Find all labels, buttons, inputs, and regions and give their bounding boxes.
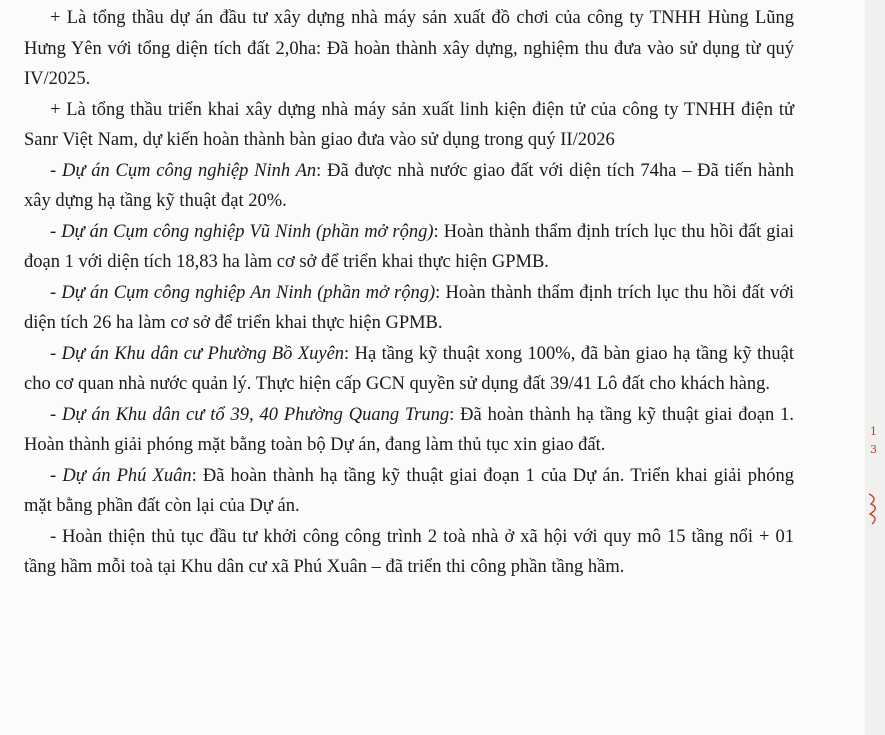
project-name: Dự án Cụm công nghiệp Vũ Ninh (phần mở rộng) <box>61 221 434 242</box>
paragraph-prefix: - <box>50 343 62 364</box>
project-name: Dự án Khu dân cư Phường Bồ Xuyên <box>61 343 345 364</box>
paragraph-bo-xuyen <box>24 339 794 400</box>
paragraph-sanr-factory <box>24 95 794 156</box>
paragraph-prefix: - <box>50 465 63 486</box>
paragraph-vu-ninh <box>24 217 794 278</box>
paragraph-text: - Hoàn thiện thủ tục đầu tư khởi công công trình 2 toà nhà ở xã hội với quy mô 15 tầng nổi + 01 tầng hầm mỗi toà tại Khu dân cư xã Phú Xuân – đã triển thi công phần tầng hầm. <box>24 526 794 577</box>
project-name: Dự án Phú Xuân <box>62 465 192 486</box>
paragraph-phu-xuan <box>24 461 794 522</box>
paragraph-social-housing <box>24 522 794 583</box>
paragraph-text: : Đã được nhà nước giao đất với diện tích 74ha – Đã tiến hành xây dựng hạ tầng kỹ thuật đạt 20%. <box>24 160 794 211</box>
margin-annotation: 1 <box>870 425 877 438</box>
paragraph-text: + Là tổng thầu dự án đầu tư xây dựng nhà máy sản xuất đồ chơi của công ty TNHH Hùng Lũng Hưng Yên với tổng diện tích đất 2,0ha: Đã hoàn thành xây dựng, nghiệm thu đưa vào sử dụng từ quý IV/2025. <box>24 8 794 89</box>
document-body <box>24 3 794 583</box>
margin-annotation: 3 <box>870 443 877 456</box>
paragraph-text: : Hoàn thành thẩm định trích lục thu hồi đất với diện tích 26 ha làm cơ sở để triển khai thực hiện GPMB. <box>24 282 794 333</box>
paragraph-text: + Là tổng thầu triển khai xây dựng nhà máy sản xuất linh kiện điện tử của công ty TNHH điện tử Sanr Việt Nam, dự kiến hoàn thành bàn giao đưa vào sử dụng trong quý II/2026 <box>24 99 794 150</box>
paragraph-prefix: - <box>50 404 63 425</box>
paragraph-text: : Hạ tầng kỹ thuật xong 100%, đã bàn giao hạ tầng kỹ thuật cho cơ quan nhà nước quản lý. Thực hiện cấp GCN quyền sử dụng đất 39/41 Lô đất cho khách hàng. <box>24 343 794 394</box>
paragraph-text: : Đã hoàn thành hạ tầng kỹ thuật giai đoạn 1. Hoàn thành giải phóng mặt bằng toàn bộ Dự án, đang làm thủ tục xin giao đất. <box>24 404 794 455</box>
handwritten-mark-icon <box>866 490 884 530</box>
paragraph-text: : Hoàn thành thẩm định trích lục thu hồi đất giai đoạn 1 với diện tích 18,83 ha làm cơ sở để triển khai thực hiện GPMB. <box>24 221 794 272</box>
paragraph-prefix: - <box>50 282 62 303</box>
page-margin <box>865 0 885 735</box>
paragraph-toy-factory <box>24 3 794 95</box>
paragraph-quang-trung <box>24 400 794 461</box>
project-name: Dự án Cụm công nghiệp An Ninh (phần mở rộng) <box>61 282 436 303</box>
paragraph-prefix: - <box>50 160 62 181</box>
project-name: Dự án Khu dân cư tổ 39, 40 Phường Quang Trung <box>62 404 450 425</box>
paragraph-prefix: - <box>50 221 62 242</box>
paragraph-an-ninh <box>24 278 794 339</box>
project-name: Dự án Cụm công nghiệp Ninh An <box>61 160 317 181</box>
paragraph-text: : Đã hoàn thành hạ tầng kỹ thuật giai đoạn 1 của Dự án. Triển khai giải phóng mặt bằng phần đất còn lại của Dự án. <box>24 465 794 516</box>
paragraph-ninh-an <box>24 156 794 217</box>
